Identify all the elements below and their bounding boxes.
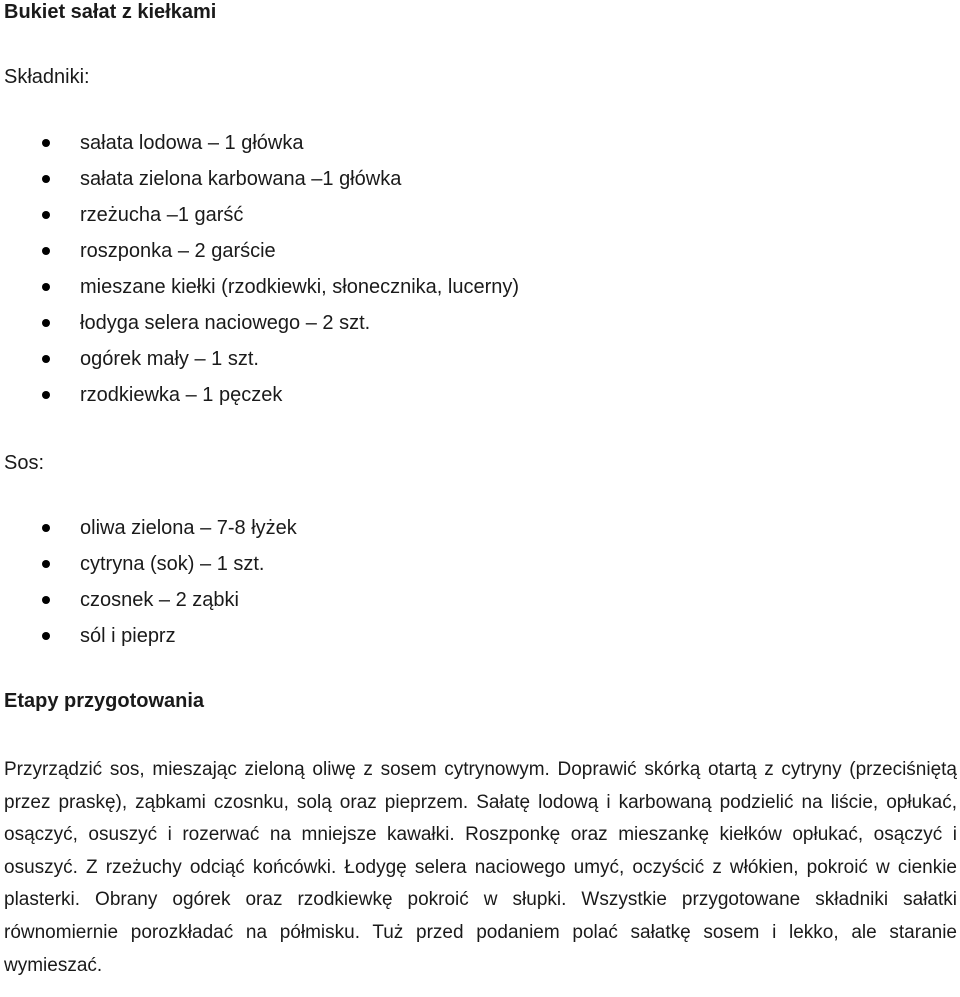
sauce-ingredient-text: czosnek – 2 ząbki [80, 589, 239, 611]
bullet-icon [42, 283, 50, 291]
sauce-ingredient-text: oliwa zielona – 7-8 łyżek [80, 517, 297, 539]
ingredient-text: roszponka – 2 garście [80, 240, 276, 262]
bullet-icon [42, 211, 50, 219]
preparation-text: Przyrządzić sos, mieszając zieloną oliwę z sosem cytrynowym. Doprawić skórką otartą z cytryny (przeciśniętą przez praskę), ząbkami czosnku, solą oraz pieprzem. Sałatę lodową i karbowaną podzielić na liście, opłukać, osączyć, osuszyć i rozerwać na mniejsze kawałki. Roszponkę oraz mieszankę kiełków opłukać, osączyć i osuszyć. Z rzeżuchy odciąć końcówki. Łodygę selera naciowego umyć, oczyścić z włókien, pokroić w cienkie plasterki. Obrany ogórek oraz rzodkiewkę pokroić w słupki. Wszystkie przygotowane składniki sałatki równomiernie porozkładać na półmisku. Tuż przed podaniem polać sałatkę sosem i lekko, ale staranie wymieszać. [4, 759, 957, 976]
list-item [0, 341, 519, 377]
list-item [0, 582, 297, 618]
ingredient-text: ogórek mały – 1 szt. [80, 348, 259, 370]
bullet-icon [42, 632, 50, 640]
sauce-list [0, 510, 297, 654]
bullet-icon [42, 139, 50, 147]
list-item [0, 197, 519, 233]
bullet-icon [42, 175, 50, 183]
sauce-label: Sos: [4, 452, 45, 474]
bullet-icon [42, 524, 50, 532]
ingredients-label: Składniki: [4, 66, 90, 88]
bullet-icon [42, 596, 50, 604]
list-item [0, 233, 519, 269]
sauce-ingredient-text: sól i pieprz [80, 625, 176, 647]
ingredient-text: łodyga selera naciowego – 2 szt. [80, 312, 371, 334]
ingredient-text: sałata lodowa – 1 główka [80, 132, 304, 154]
list-item [0, 269, 519, 305]
list-item [0, 546, 297, 582]
ingredients-list [0, 125, 519, 413]
list-item [0, 125, 519, 161]
bullet-icon [42, 247, 50, 255]
sauce-ingredient-text: cytryna (sok) – 1 szt. [80, 553, 265, 575]
list-item [0, 161, 519, 197]
list-item [0, 305, 519, 341]
list-item [0, 510, 297, 546]
ingredient-text: sałata zielona karbowana –1 główka [80, 168, 402, 190]
list-item [0, 618, 297, 654]
bullet-icon [42, 319, 50, 327]
recipe-title: Bukiet sałat z kiełkami [4, 1, 217, 23]
ingredient-text: rzeżucha –1 garść [80, 204, 244, 226]
bullet-icon [42, 560, 50, 568]
ingredient-text: rzodkiewka – 1 pęczek [80, 384, 283, 406]
ingredient-text: mieszane kiełki (rzodkiewki, słonecznika, lucerny) [80, 276, 520, 298]
preparation-heading: Etapy przygotowania [4, 690, 205, 712]
list-item [0, 377, 519, 413]
bullet-icon [42, 391, 50, 399]
bullet-icon [42, 355, 50, 363]
